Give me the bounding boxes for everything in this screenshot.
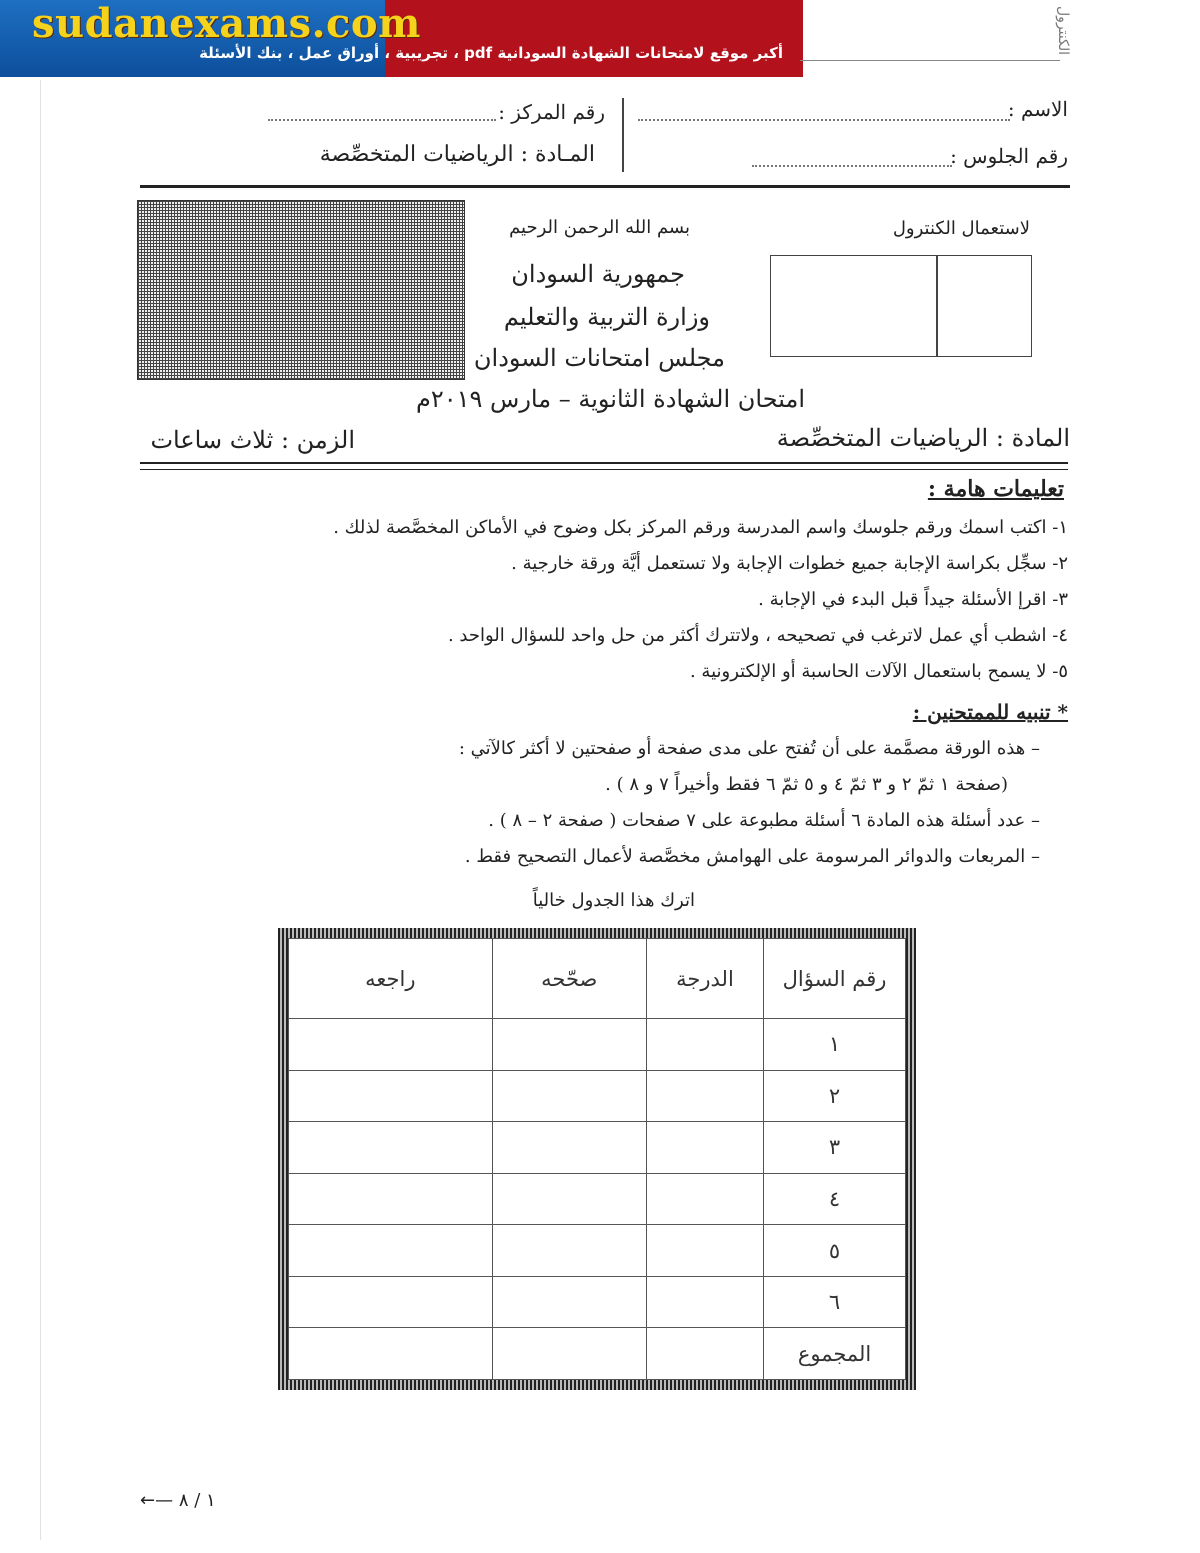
exam-title: امتحان الشهادة الثانوية – مارس ٢٠١٩م [415, 385, 805, 413]
page-indicator [140, 1490, 216, 1511]
site-banner [0, 0, 803, 77]
grade-cell [646, 1122, 763, 1174]
ministry-name: وزارة التربية والتعليم [503, 303, 710, 331]
header-question-no: رقم السؤال [764, 939, 906, 1019]
notice-title: * تنبيه للممتحنين : [912, 700, 1068, 724]
site-name[interactable]: sudanexams.com [32, 0, 421, 47]
table-caption: اترك هذا الجدول خالياً [532, 890, 695, 911]
instruction-5: ٥- لا يسمح باستعمال الآلات الحاسبة أو الإلكترونية . [689, 661, 1068, 682]
grades-table-frame [278, 928, 916, 1390]
total-label: المجموع [764, 1328, 906, 1380]
name-dots [638, 117, 1010, 121]
table-row [289, 1225, 906, 1277]
center-label: رقم المركز : [498, 100, 605, 124]
row-label: ٥ [764, 1225, 906, 1277]
grade-cell [646, 1070, 763, 1122]
table-row [289, 1070, 906, 1122]
reviewer-cell [289, 1019, 493, 1071]
seat-field[interactable] [950, 144, 1068, 168]
notice-1: – هذه الورقة مصمَّمة على أن تُفتح على مدى صفحة أو صفحتين لا أكثر كالآتي : [458, 738, 1040, 759]
table-total-row [289, 1328, 906, 1380]
header-grade: الدرجة [646, 939, 763, 1019]
grade-cell [646, 1173, 763, 1225]
instruction-3: ٣- اقرإ الأسئلة جيداً قبل البدء في الإجابة . [758, 589, 1068, 610]
margin-line [40, 80, 41, 1540]
row-label: ٤ [764, 1173, 906, 1225]
notice-4: – المربعات والدوائر المرسومة على الهوامش مخصَّصة لأعمال التصحيح فقط . [464, 846, 1040, 867]
table-row [289, 1173, 906, 1225]
notice-2: (صفحة ١ ثمّ ٢ و ٣ ثمّ ٤ و ٥ ثمّ ٦ فقط وأخيراً ٧ و ٨ ) . [605, 774, 1008, 795]
corrector-cell [492, 1122, 646, 1174]
grade-cell [646, 1328, 763, 1380]
header-subject: المـادة : الرياضيات المتخصِّصة [319, 142, 595, 167]
grade-cell [646, 1276, 763, 1328]
margin-control-label: الكنترول [1055, 6, 1071, 55]
reviewer-cell [289, 1173, 493, 1225]
center-dots [268, 117, 496, 121]
grades-table [288, 938, 906, 1380]
title-rule [140, 462, 1068, 470]
instructions-title: تعليمات هامة : [927, 476, 1064, 502]
table-header-row [289, 939, 906, 1019]
corrector-cell [492, 1173, 646, 1225]
row-label: ١ [764, 1019, 906, 1071]
row-label: ٢ [764, 1070, 906, 1122]
corrector-cell [492, 1328, 646, 1380]
control-box [770, 255, 1032, 357]
instruction-4: ٤- اشطب أي عمل لاترغب في تصحيحه ، ولاتترك أكثر من حل واحد للسؤال الواحد . [447, 625, 1068, 646]
time-line: الزمن : ثلاث ساعات [150, 426, 355, 454]
arrow-left-icon: ←— [140, 1490, 174, 1511]
basmala: بسم الله الرحمن الرحيم [509, 217, 690, 238]
corrector-cell [492, 1225, 646, 1277]
name-field[interactable] [1008, 97, 1068, 121]
header-divider [622, 98, 624, 172]
photo-box [137, 200, 465, 380]
seat-label: رقم الجلوس : [950, 144, 1068, 168]
banner-tagline: أكبر موقع لامتحانات الشهادة السودانية pdf ، تجريبية ، أوراق عمل ، بنك الأسئلة [199, 44, 783, 62]
instruction-1: ١- اكتب اسمك ورقم جلوسك واسم المدرسة ورقم المركز بكل وضوح في الأماكن المخصَّصة لذلك . [333, 517, 1068, 538]
page-number: ١ / ٨ [178, 1490, 216, 1511]
republic-name: جمهورية السودان [511, 260, 685, 288]
grade-cell [646, 1225, 763, 1277]
corrector-cell [492, 1019, 646, 1071]
center-field[interactable] [498, 100, 605, 124]
seat-dots [752, 163, 952, 167]
name-label: الاسم : [1007, 97, 1068, 121]
table-row [289, 1122, 906, 1174]
reviewer-cell [289, 1070, 493, 1122]
header-rule [140, 185, 1070, 188]
council-name: مجلس امتحانات السودان [473, 344, 725, 372]
table-row [289, 1276, 906, 1328]
reviewer-cell [289, 1328, 493, 1380]
control-label: لاستعمال الكنترول [892, 218, 1030, 239]
subject-line: المادة : الرياضيات المتخصِّصة [776, 424, 1070, 452]
grade-cell [646, 1019, 763, 1071]
instruction-2: ٢- سجِّل بكراسة الإجابة جميع خطوات الإجابة ولا تستعمل أيَّة ورقة خارجية . [511, 553, 1068, 574]
control-box-divider [936, 256, 938, 356]
row-label: ٣ [764, 1122, 906, 1174]
table-row [289, 1019, 906, 1071]
row-label: ٦ [764, 1276, 906, 1328]
corrector-cell [492, 1070, 646, 1122]
notice-3: – عدد أسئلة هذه المادة ٦ أسئلة مطبوعة على ٧ صفحات ( صفحة ٢ – ٨ ) . [488, 810, 1040, 831]
header-reviewer: راجعه [289, 939, 493, 1019]
reviewer-cell [289, 1225, 493, 1277]
header-corrector: صحّحه [492, 939, 646, 1019]
top-rule [800, 60, 1060, 61]
reviewer-cell [289, 1122, 493, 1174]
reviewer-cell [289, 1276, 493, 1328]
corrector-cell [492, 1276, 646, 1328]
